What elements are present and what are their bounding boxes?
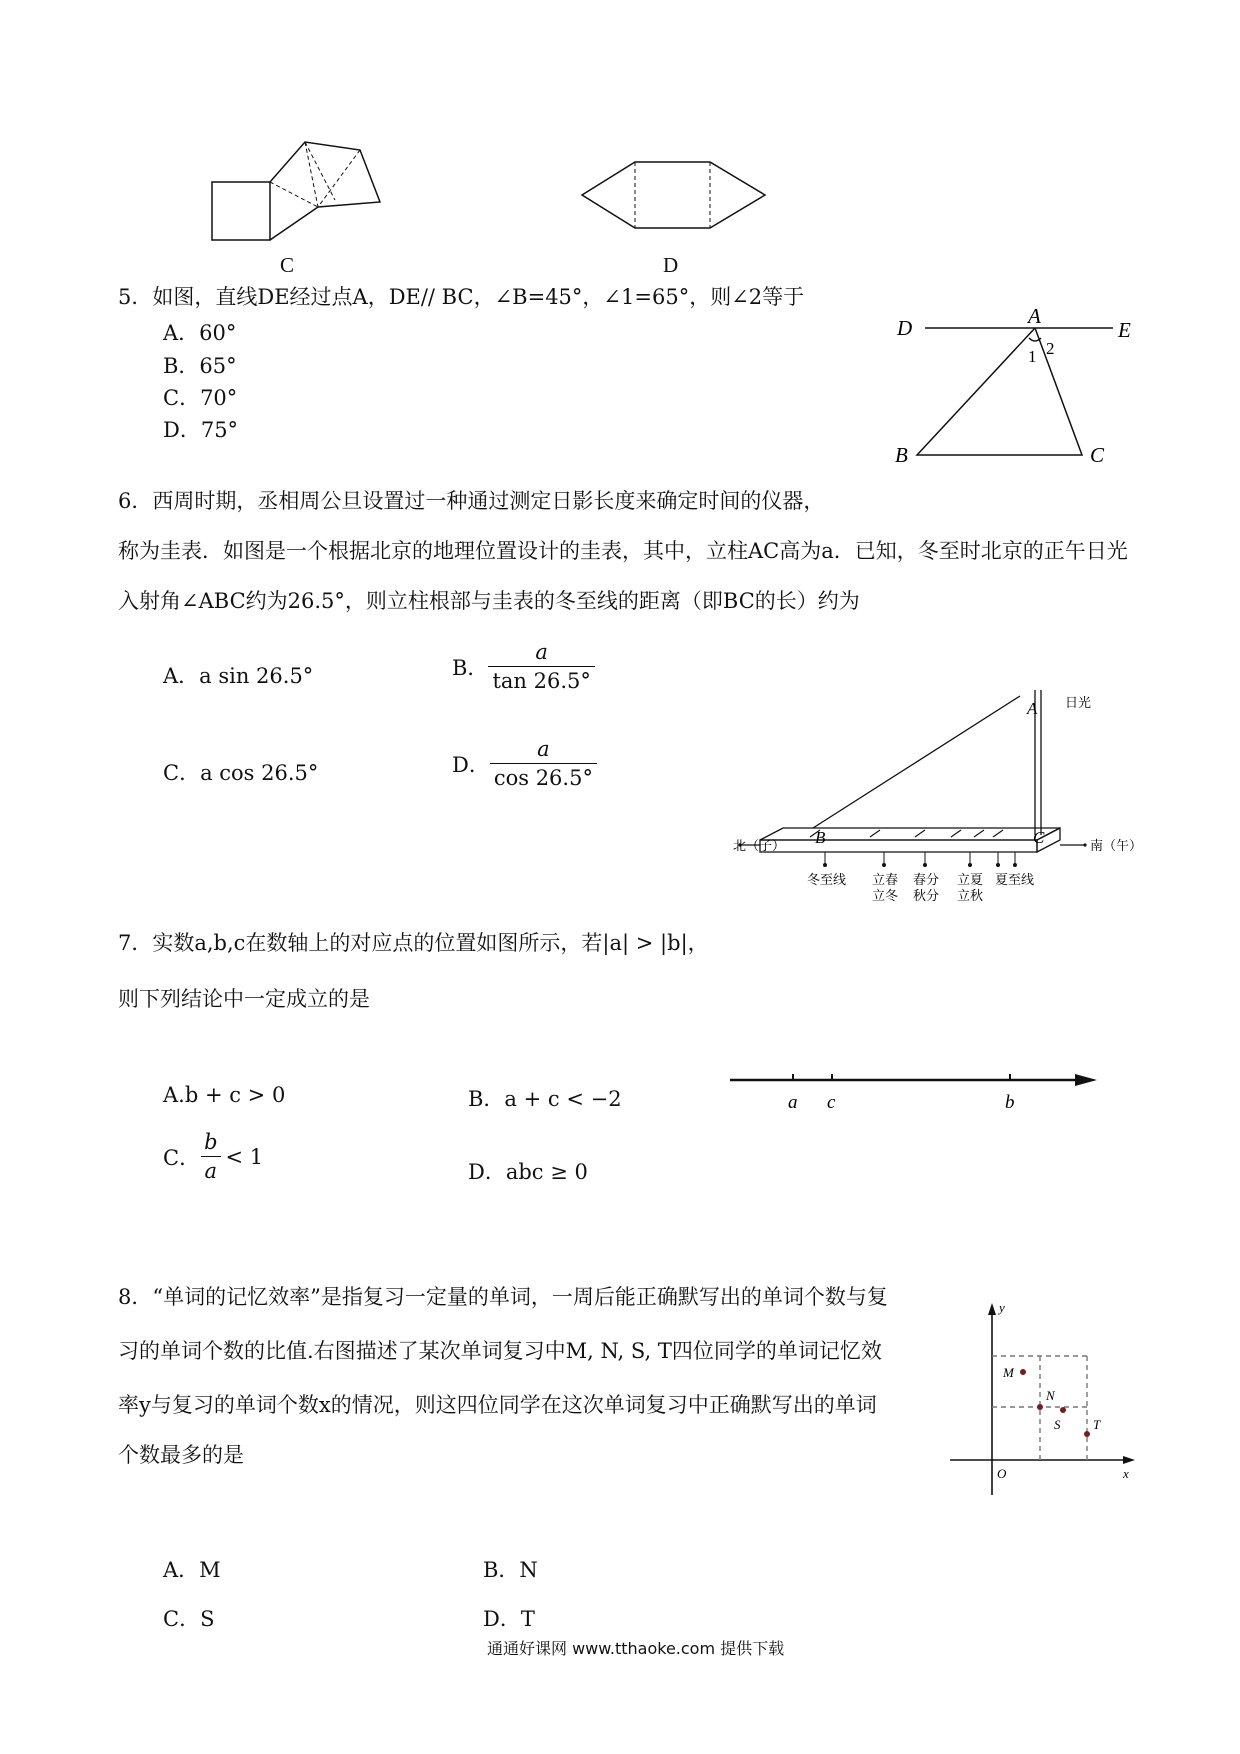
q7-line-2: 则下列结论中一定成立的是 <box>118 987 370 1011</box>
figure-c-label: C <box>280 253 295 277</box>
q5-label-a: A <box>1028 304 1041 328</box>
q6-option-b-label: B． <box>452 655 489 680</box>
q5-option-c: C．70° <box>163 386 238 410</box>
q7-number-line <box>725 1065 1105 1115</box>
q6-option-b <box>452 640 595 693</box>
q6-label-a: A <box>1027 699 1038 718</box>
q6-tick-summer-solstice: 夏至线 <box>995 873 1035 888</box>
q8-point-label-s: S <box>1054 1417 1061 1432</box>
q5-option-d: D．75° <box>163 418 239 442</box>
q8-point-label-t: T <box>1093 1417 1101 1432</box>
q6-tick-chunfen: 春分 <box>913 873 940 888</box>
q6-label-c: C <box>1033 828 1045 847</box>
q5-label-c: C <box>1090 443 1105 467</box>
q5-label-d: D <box>897 316 913 340</box>
q7-option-c-numerator: b <box>204 1130 218 1154</box>
q6-line-3: 入射角∠ABC约为26.5°，则立柱根部与圭表的冬至线的距离（即BC的长）约为 <box>118 589 860 613</box>
q7-option-a: A.b + c > 0 <box>163 1083 286 1107</box>
q7-option-c-denominator: a <box>201 1156 222 1183</box>
q7-option-c <box>163 1130 263 1183</box>
q8-coordinate-figure <box>945 1300 1140 1500</box>
q5-option-b: B．65° <box>163 354 237 378</box>
q6-option-a: A．a sin 26.5° <box>163 664 314 688</box>
q8-option-b: B．N <box>483 1558 538 1582</box>
q8-axis-label-x: x <box>1123 1466 1129 1481</box>
q5-option-a: A．60° <box>163 321 237 345</box>
q6-tick-lixia: 立夏 <box>957 873 984 888</box>
q7-option-c-rest: < 1 <box>225 1144 264 1169</box>
q5-label-b: B <box>895 443 908 467</box>
q6-label-b: B <box>815 828 826 847</box>
q7-axis-label-a: a <box>788 1092 798 1113</box>
q8-line-3: 率y与复习的单词个数x的情况，则这四位同学在这次单词复习中正确默写出的单词 <box>118 1393 877 1417</box>
q8-option-d: D．T <box>483 1607 535 1631</box>
q6-tick-liqiu: 立秋 <box>957 889 984 904</box>
page-footer[interactable]: 通通好课网 www.tthaoke.com 提供下载 <box>487 1639 785 1658</box>
q6-option-b-denominator: tan 26.5° <box>488 666 594 693</box>
q7-option-d: D．abc ≥ 0 <box>468 1160 588 1184</box>
q6-option-d-fraction <box>490 737 597 790</box>
q6-line-2: 称为圭表．如图是一个根据北京的地理位置设计的圭表，其中，立柱AC高为a．已知，冬至时北京的正午日光 <box>118 539 1128 563</box>
q8-option-c: C．S <box>163 1607 215 1631</box>
q6-option-d-denominator: cos 26.5° <box>490 763 597 790</box>
q5-stem: 5．如图，直线DE经过点A，DE// BC，∠B=45°，∠1=65°，则∠2等于 <box>118 285 805 309</box>
q5-label-e: E <box>1118 318 1131 342</box>
q6-tick-lidong: 立冬 <box>872 889 899 904</box>
q8-line-2: 习的单词个数的比值.右图描述了某次单词复习中M, N, S, T四位同学的单词记忆效 <box>118 1339 882 1363</box>
q6-option-d-numerator: a <box>537 737 550 761</box>
net-figure-d <box>580 160 770 230</box>
q6-option-d-label: D． <box>452 752 490 777</box>
q8-point-label-n: N <box>1046 1388 1055 1403</box>
q6-label-sunlight: 日光 <box>1065 696 1092 711</box>
q8-line-4: 个数最多的是 <box>118 1443 244 1467</box>
q8-point-label-m: M <box>1003 1365 1014 1380</box>
q6-label-south: 南（午） <box>1090 839 1143 854</box>
q6-label-north: 北（子） <box>733 839 786 854</box>
q6-line-1: 6．西周时期，丞相周公旦设置过一种通过测定日影长度来确定时间的仪器， <box>118 489 825 513</box>
q6-option-d <box>452 737 597 790</box>
q8-option-a: A．M <box>163 1558 221 1582</box>
q6-option-c: C．a cos 26.5° <box>163 761 319 785</box>
q7-option-c-label: C． <box>163 1145 201 1170</box>
q7-axis-label-c: c <box>827 1092 836 1113</box>
q5-label-1: 1 <box>1028 347 1037 366</box>
q6-tick-qiufen: 秋分 <box>913 889 940 904</box>
q8-origin-label: O <box>997 1466 1007 1481</box>
q6-option-b-numerator: a <box>535 640 548 664</box>
q5-label-2: 2 <box>1046 339 1055 358</box>
q7-option-b: B．a + c < −2 <box>468 1087 622 1111</box>
figure-d-label: D <box>663 253 679 277</box>
net-figure-c <box>200 140 410 240</box>
q8-line-1: 8．“单词的记忆效率”是指复习一定量的单词，一周后能正确默写出的单词个数与复 <box>118 1285 888 1309</box>
q7-axis-label-b: b <box>1005 1092 1015 1113</box>
q7-line-1: 7．实数a,b,c在数轴上的对应点的位置如图所示，若|a| > |b|， <box>118 931 709 955</box>
q6-tick-lichun: 立春 <box>872 873 899 888</box>
q7-option-c-fraction <box>200 1130 221 1183</box>
q8-axis-label-y: y <box>999 1300 1005 1315</box>
q5-triangle-figure <box>895 300 1155 475</box>
q6-guibiao-figure <box>733 690 1143 930</box>
q6-option-b-fraction <box>488 640 594 693</box>
q6-tick-winter-solstice: 冬至线 <box>807 873 847 888</box>
